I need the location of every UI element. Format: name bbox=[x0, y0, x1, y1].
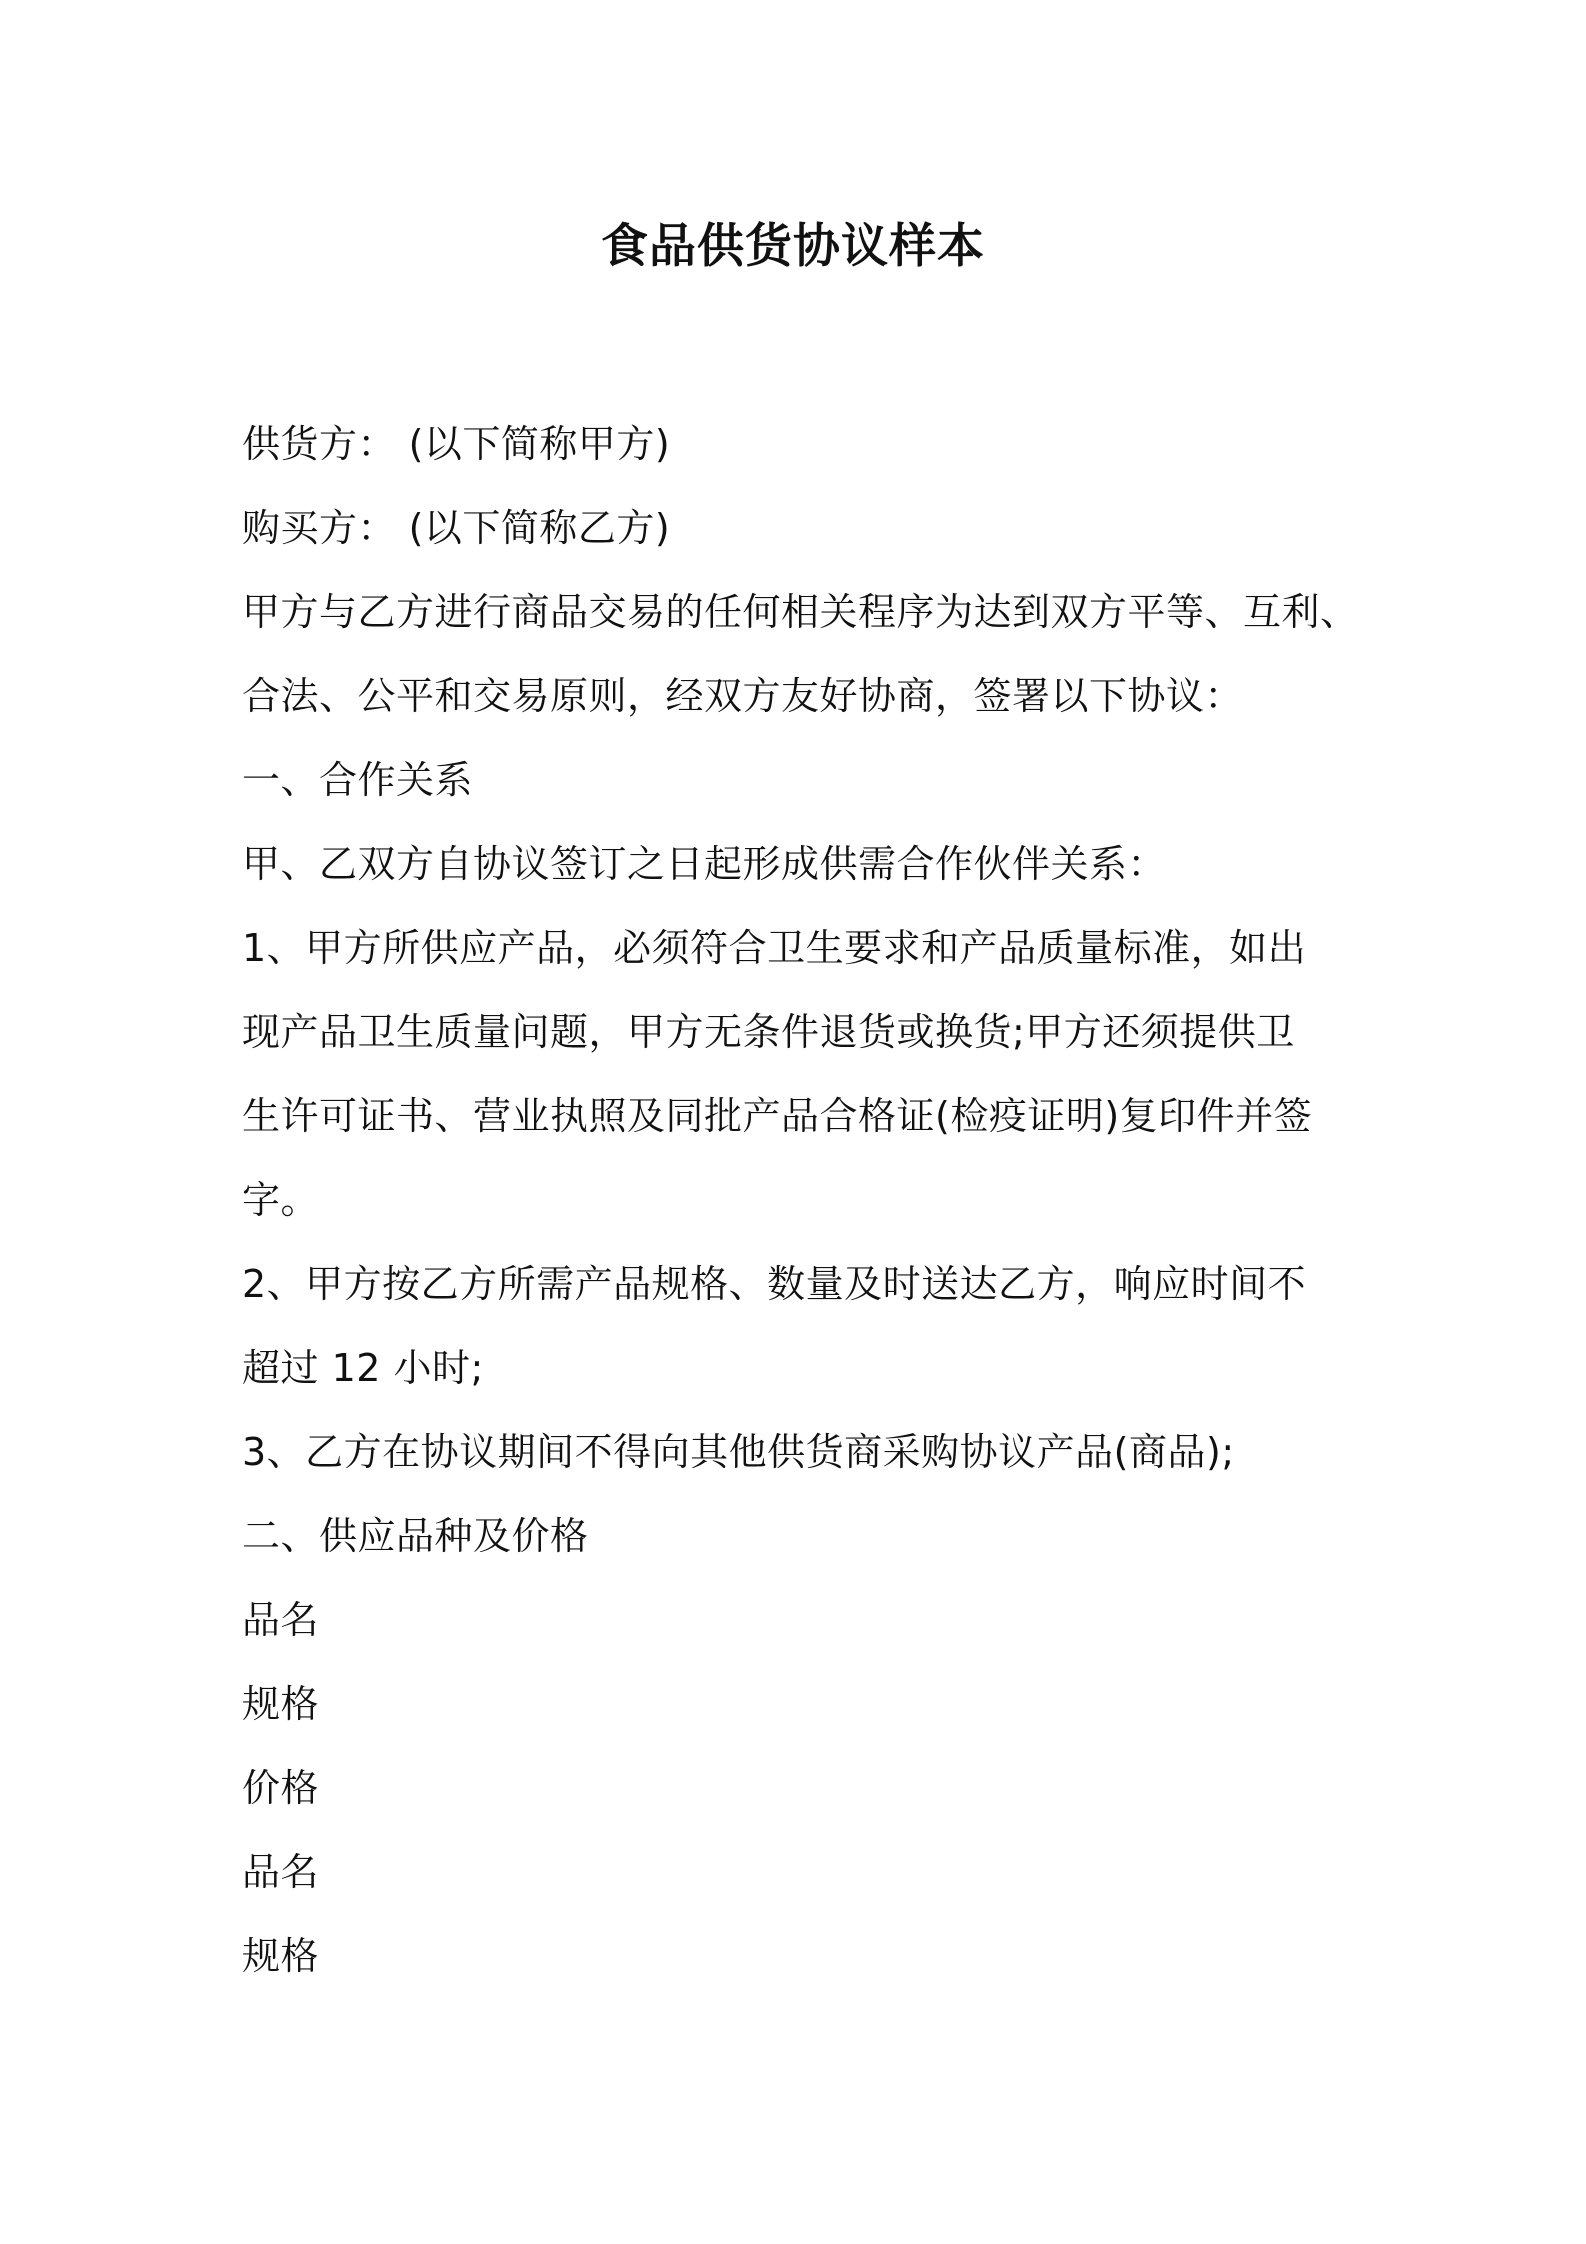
section-heading: 一、合作关系 bbox=[242, 758, 474, 802]
clause-line: 现产品卫生质量问题，甲方无条件退货或换货;甲方还须提供卫 bbox=[242, 1010, 1295, 1054]
paragraph-line: 甲方与乙方进行商品交易的任何相关程序为达到双方平等、互利、 bbox=[242, 590, 1359, 634]
paragraph-line: 甲、乙双方自协议签订之日起形成供需合作伙伴关系： bbox=[242, 842, 1167, 886]
clause-line: 1、甲方所供应产品，必须符合卫生要求和产品质量标准，如出 bbox=[242, 926, 1307, 970]
clause-line: 2、甲方按乙方所需产品规格、数量及时送达乙方，响应时间不 bbox=[242, 1262, 1307, 1306]
supplier-line: 供货方： (以下简称甲方) bbox=[242, 422, 671, 466]
document-title: 食品供货协议样本 bbox=[601, 219, 985, 274]
clause-line: 3、乙方在协议期间不得向其他供货商采购协议产品(商品); bbox=[242, 1430, 1235, 1474]
clause-line: 生许可证书、营业执照及同批产品合格证(检疫证明)复印件并签 bbox=[242, 1094, 1313, 1138]
buyer-line: 购买方： (以下简称乙方) bbox=[242, 506, 671, 550]
field-label: 价格 bbox=[242, 1766, 320, 1810]
field-label: 品名 bbox=[242, 1598, 320, 1642]
document-body bbox=[242, 402, 1372, 1998]
field-label: 品名 bbox=[242, 1850, 320, 1894]
clause-line: 字。 bbox=[242, 1178, 320, 1222]
clause-line: 超过 12 小时; bbox=[242, 1346, 484, 1390]
field-label: 规格 bbox=[242, 1934, 320, 1978]
field-label: 规格 bbox=[242, 1682, 320, 1726]
section-heading: 二、供应品种及价格 bbox=[242, 1514, 589, 1558]
paragraph-line: 合法、公平和交易原则，经双方友好协商，签署以下协议： bbox=[242, 674, 1244, 718]
